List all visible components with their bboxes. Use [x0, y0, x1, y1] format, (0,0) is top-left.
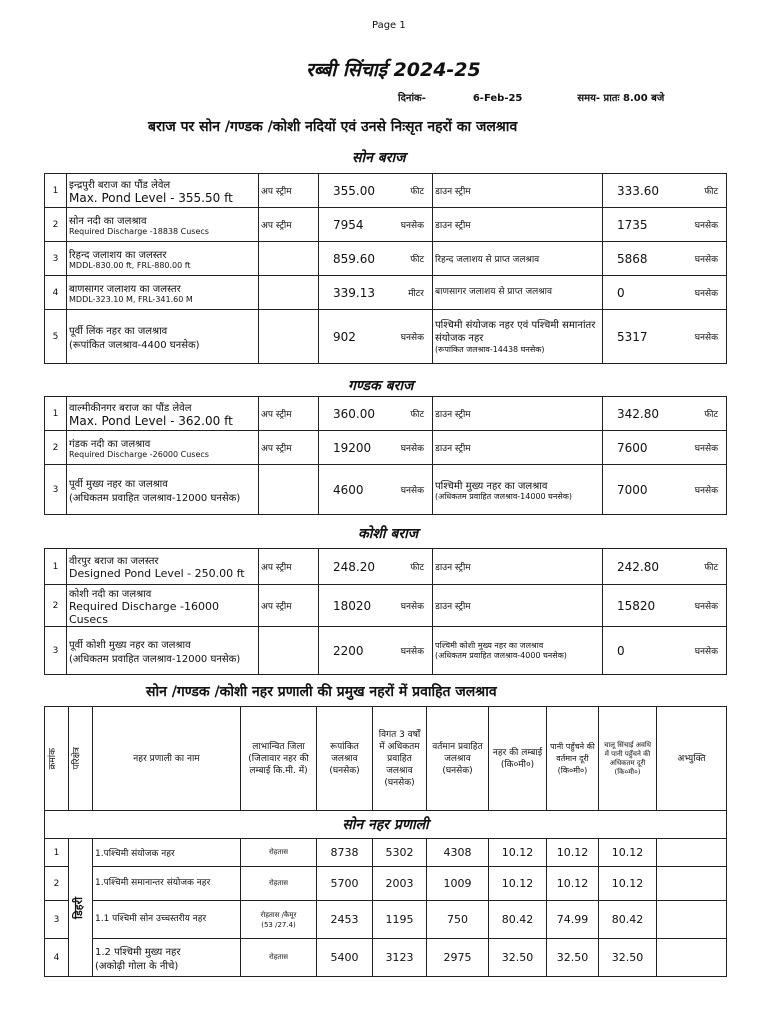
canal-name: 1.1 पश्चिमी सोन उच्चस्तरीय नहर [93, 901, 241, 939]
row-number: 2 [45, 867, 69, 901]
table-row [45, 939, 727, 977]
district-cell: रोहतास [241, 839, 317, 867]
max-discharge: 5302 [373, 839, 427, 867]
upstream-label [259, 465, 319, 515]
canal-length: 32.50 [489, 939, 547, 977]
row-number: 1 [45, 549, 67, 585]
upstream-label [259, 242, 319, 276]
max-discharge: 2003 [373, 867, 427, 901]
row-number: 4 [45, 939, 69, 977]
current-reach: 74.99 [547, 901, 599, 939]
canal-discharge-value: 2200 घनसेक [319, 627, 433, 675]
upstream-label [259, 310, 319, 364]
reservoir-level-value: 859.60 फीट [319, 242, 433, 276]
table-header-row [45, 707, 727, 811]
upstream-value: 19200 घनसेक [319, 431, 433, 465]
downstream-label: डाउन स्ट्रीम [433, 431, 603, 465]
parameter-cell: सोन नदी का जलश्राव Required Discharge -18838 Cusecs [67, 208, 259, 242]
upstream-value: 248.20 फीट [319, 549, 433, 585]
table-row [45, 397, 727, 431]
current-discharge: 750 [427, 901, 489, 939]
canal-name: 1.पश्चिमी समानान्तर संयोजक नहर [93, 867, 241, 901]
max-reach: 80.42 [599, 901, 657, 939]
canal-length: 10.12 [489, 867, 547, 901]
header-current-discharge: वर्तमान प्रवाहित जलश्राव (घनसेक) [427, 707, 489, 811]
parameter-cell: इन्द्रपुरी बराज का पौंड लेवेल Max. Pond Level - 355.50 ft [67, 174, 259, 208]
remarks-cell [657, 839, 727, 867]
parameter-cell: वाल्मीकीनगर बराज का पौंड लेवेल Max. Pond Level - 362.00 ft [67, 397, 259, 431]
koshi-barrage-table [44, 548, 727, 675]
header-serial: क्रमांक [45, 707, 69, 811]
reservoir-discharge-label: रिहन्द जलाशय से प्राप्त जलश्राव [433, 242, 603, 276]
canal-length: 10.12 [489, 839, 547, 867]
canal-length: 80.42 [489, 901, 547, 939]
row-number: 2 [45, 431, 67, 465]
table-row [45, 208, 727, 242]
header-remarks: अभ्युक्ति [657, 707, 727, 811]
table-row [45, 310, 727, 364]
header-designed-discharge: रूपांकित जलश्राव (घनसेक) [317, 707, 373, 811]
max-discharge: 1195 [373, 901, 427, 939]
header-max-discharge: विगत 3 वर्षों में अधिकतम प्रवाहित जलश्राव (घनसेक) [373, 707, 427, 811]
circle-cell: डिहरी [69, 839, 93, 977]
canal-discharge-label: पश्चिमी संयोजक नहर एवं पश्चिमी समानांतर संयोजक नहर (रूपांकित जलश्राव-14438 घनसेक) [433, 310, 603, 364]
table-row [45, 839, 727, 867]
row-number: 3 [45, 627, 67, 675]
row-number: 3 [45, 242, 67, 276]
current-reach: 10.12 [547, 867, 599, 901]
reservoir-level-value: 339.13 मीटर [319, 276, 433, 310]
upstream-label [259, 276, 319, 310]
parameter-cell: गंडक नदी का जलश्राव Required Discharge -26000 Cusecs [67, 431, 259, 465]
upstream-value: 18020 घनसेक [319, 585, 433, 627]
row-number: 1 [45, 397, 67, 431]
row-number: 3 [45, 901, 69, 939]
designed-discharge: 2453 [317, 901, 373, 939]
sone-barrage-title: सोन बराज [352, 150, 406, 166]
parameter-cell: बाणसागर जलाशय का जलस्तर MDDL-323.10 M, FRL-341.60 M [67, 276, 259, 310]
page-number: Page 1 [372, 20, 406, 31]
current-reach: 32.50 [547, 939, 599, 977]
downstream-label: डाउन स्ट्रीम [433, 397, 603, 431]
downstream-value: 7600 घनसेक [603, 431, 727, 465]
downstream-value: 242.80 फीट [603, 549, 727, 585]
canal-system-heading: सोन /गण्डक /कोशी नहर प्रणाली की प्रमुख नहरों में प्रवाहित जलश्राव [146, 684, 497, 700]
upstream-label: अप स्ट्रीम [259, 174, 319, 208]
downstream-value: 333.60 फीट [603, 174, 727, 208]
date-value: 6-Feb-25 [472, 93, 523, 104]
sone-canal-system-title: सोन नहर प्रणाली [45, 811, 727, 839]
canal-discharge-label: पश्चिमी कोशी मुख्य नहर का जलश्राव (अधिकतम प्रवाहित जलश्राव-4000 घनसेक) [433, 627, 603, 675]
parameter-cell: पूर्वी मुख्य नहर का जलश्राव (अधिकतम प्रवाहित जलश्राव-12000 घनसेक) [67, 465, 259, 515]
row-number: 2 [45, 585, 67, 627]
canal-discharge-value: 7000 घनसेक [603, 465, 727, 515]
table-row [45, 174, 727, 208]
canal-discharge-value: 902 घनसेक [319, 310, 433, 364]
max-reach: 10.12 [599, 839, 657, 867]
table-row [45, 431, 727, 465]
downstream-label: डाउन स्ट्रीम [433, 174, 603, 208]
table-row [45, 276, 727, 310]
date-time-line [398, 90, 664, 104]
header-current-reach: पानी पहुँचने की वर्तमान दूरी (कि०मी०) [547, 707, 599, 811]
header-district: लाभान्वित जिला (जिलावार नहर की लम्बाई कि.मी. में) [241, 707, 317, 811]
row-number: 1 [45, 839, 69, 867]
max-reach: 32.50 [599, 939, 657, 977]
gandak-barrage-title: गण्डक बराज [348, 378, 414, 394]
upstream-label: अप स्ट्रीम [259, 431, 319, 465]
district-cell: रोहतास [241, 939, 317, 977]
downstream-value: 15820 घनसेक [603, 585, 727, 627]
row-number: 2 [45, 208, 67, 242]
max-reach: 10.12 [599, 867, 657, 901]
table-row [45, 627, 727, 675]
upstream-label [259, 627, 319, 675]
downstream-label: डाउन स्ट्रीम [433, 585, 603, 627]
current-discharge: 2975 [427, 939, 489, 977]
parameter-cell: वीरपुर बराज का जलस्तर Designed Pond Level - 250.00 ft [67, 549, 259, 585]
downstream-label: डाउन स्ट्रीम [433, 208, 603, 242]
table-row [45, 585, 727, 627]
main-heading: बराज पर सोन /गण्डक /कोशी नदियों एवं उनसे निःसृत नहरों का जलश्राव [148, 119, 518, 135]
header-canal-name: नहर प्रणाली का नाम [93, 707, 241, 811]
table-row [45, 867, 727, 901]
max-discharge: 3123 [373, 939, 427, 977]
remarks-cell [657, 867, 727, 901]
district-cell: रोहतास [241, 867, 317, 901]
header-circle: परिक्षेत्र [69, 707, 93, 811]
upstream-label: अप स्ट्रीम [259, 585, 319, 627]
row-number: 3 [45, 465, 67, 515]
table-row [45, 242, 727, 276]
designed-discharge: 8738 [317, 839, 373, 867]
upstream-value: 355.00 फीट [319, 174, 433, 208]
header-max-reach: चालू सिंचाई अवधि में पानी पहुँचने की अधिकतम दूरी (कि०मी०) [599, 707, 657, 811]
header-canal-length: नहर की लम्बाई (कि०मी०) [489, 707, 547, 811]
canal-discharge-value: 4600 घनसेक [319, 465, 433, 515]
section-row [45, 811, 727, 839]
table-row [45, 901, 727, 939]
designed-discharge: 5700 [317, 867, 373, 901]
sone-barrage-table [44, 173, 727, 364]
downstream-label: डाउन स्ट्रीम [433, 549, 603, 585]
table-row [45, 465, 727, 515]
table-row [45, 549, 727, 585]
current-reach: 10.12 [547, 839, 599, 867]
parameter-cell: पूर्वी लिंक नहर का जलश्राव (रूपांकित जलश्राव-4400 घनसेक) [67, 310, 259, 364]
row-number: 5 [45, 310, 67, 364]
canal-discharge-value: 5317 घनसेक [603, 310, 727, 364]
row-number: 1 [45, 174, 67, 208]
canal-system-table [44, 706, 727, 977]
current-discharge: 1009 [427, 867, 489, 901]
upstream-label: अप स्ट्रीम [259, 397, 319, 431]
canal-name: 1.पश्चिमी संयोजक नहर [93, 839, 241, 867]
date-label: दिनांक- [398, 93, 426, 104]
upstream-value: 360.00 फीट [319, 397, 433, 431]
downstream-value: 342.80 फीट [603, 397, 727, 431]
parameter-cell: कोशी नदी का जलश्राव Required Discharge -16000 Cusecs [67, 585, 259, 627]
parameter-cell: पूर्वी कोशी मुख्य नहर का जलश्राव (अधिकतम प्रवाहित जलश्राव-12000 घनसेक) [67, 627, 259, 675]
reservoir-discharge-label: बाणसागर जलाशय से प्राप्त जलश्राव [433, 276, 603, 310]
time-label: समय- प्रातः 8.00 बजे [577, 93, 665, 104]
designed-discharge: 5400 [317, 939, 373, 977]
document-title: रब्बी सिंचाई 2024-25 [306, 59, 481, 81]
downstream-value: 1735 घनसेक [603, 208, 727, 242]
upstream-label: अप स्ट्रीम [259, 208, 319, 242]
row-number: 4 [45, 276, 67, 310]
gandak-barrage-table [44, 396, 727, 515]
remarks-cell [657, 901, 727, 939]
current-discharge: 4308 [427, 839, 489, 867]
canal-discharge-label: पश्चिमी मुख्य नहर का जलश्राव (अधिकतम प्रवाहित जलश्राव-14000 घनसेक) [433, 465, 603, 515]
reservoir-discharge-value: 0 घनसेक [603, 276, 727, 310]
district-cell: रोहतास /कैमूर (53 /27.4) [241, 901, 317, 939]
koshi-barrage-title: कोशी बराज [358, 526, 419, 542]
upstream-value: 7954 घनसेक [319, 208, 433, 242]
canal-name: 1.2 पश्चिमी मुख्य नहर (अकोढ़ी गोला के नीचे) [93, 939, 241, 977]
remarks-cell [657, 939, 727, 977]
parameter-cell: रिहन्द जलाशय का जलस्तर MDDL-830.00 ft, FRL-880.00 ft [67, 242, 259, 276]
upstream-label: अप स्ट्रीम [259, 549, 319, 585]
canal-discharge-value: 0 घनसेक [603, 627, 727, 675]
reservoir-discharge-value: 5868 घनसेक [603, 242, 727, 276]
